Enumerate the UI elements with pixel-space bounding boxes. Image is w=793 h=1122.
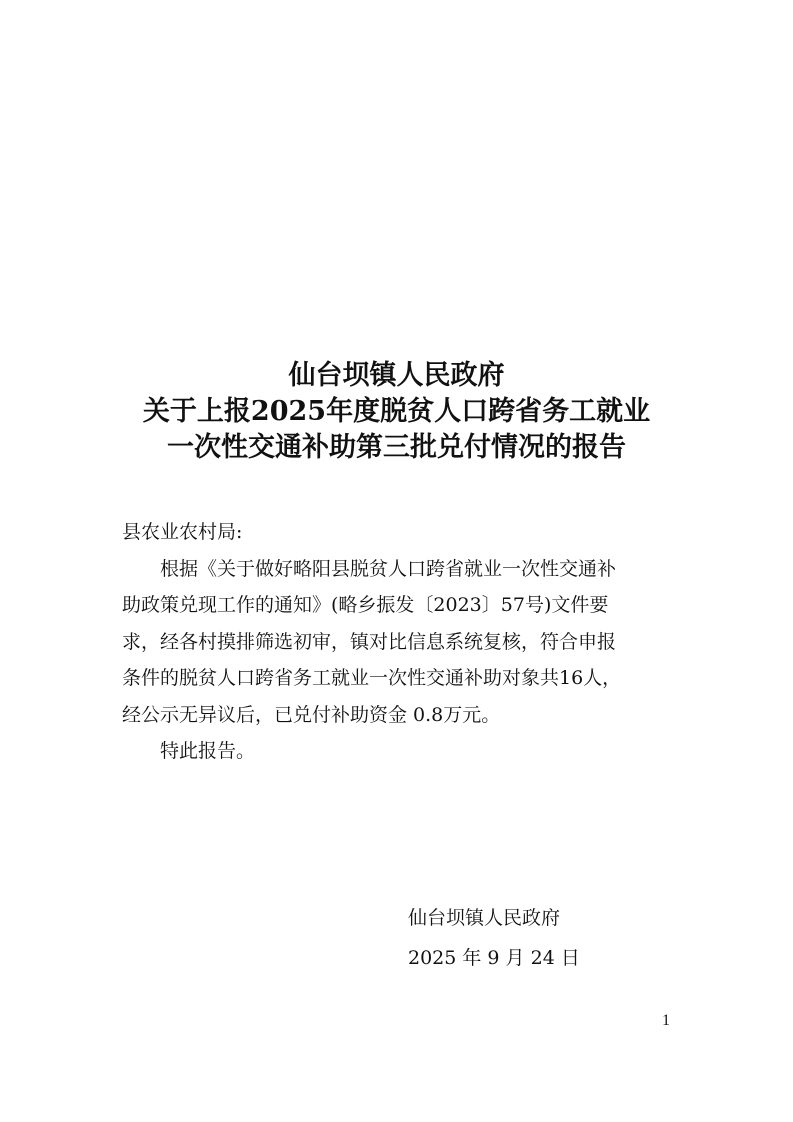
signature-block [408,898,580,978]
paragraph-line: 条件的脱贫人口跨省务工就业一次性交通补助对象共16人， [122,667,622,689]
title-line-1: 仙台坝镇人民政府 [288,360,505,391]
document-body [122,514,682,770]
paragraph-main [122,551,682,734]
paragraph-line: 根据《关于做好略阳县脱贫人口跨省就业一次性交通补 [160,557,617,580]
closing-statement: 特此报告。 [160,740,256,762]
signature-org: 仙台坝镇人民政府 [408,907,561,929]
page-number: 1 [662,1012,670,1029]
title-line-3: 一次性交通补助第三批兑付情况的报告 [167,432,626,463]
paragraph-line: 求，经各村摸排筛选初审，镇对比信息系统复核，符合申报 [122,630,617,653]
document-title [0,358,793,466]
signature-date: 2025 年 9 月 24 日 [408,947,580,969]
paragraph-line: 经公示无异议后，已兑付补助资金 0.8万元。 [122,703,501,726]
salutation: 县农业农村局: [122,521,243,543]
paragraph-line: 助政策兑现工作的通知》(略乡振发〔2023〕57号)文件要 [122,594,609,616]
title-line-2: 关于上报2025年度脱贫人口跨省务工就业 [142,396,651,427]
